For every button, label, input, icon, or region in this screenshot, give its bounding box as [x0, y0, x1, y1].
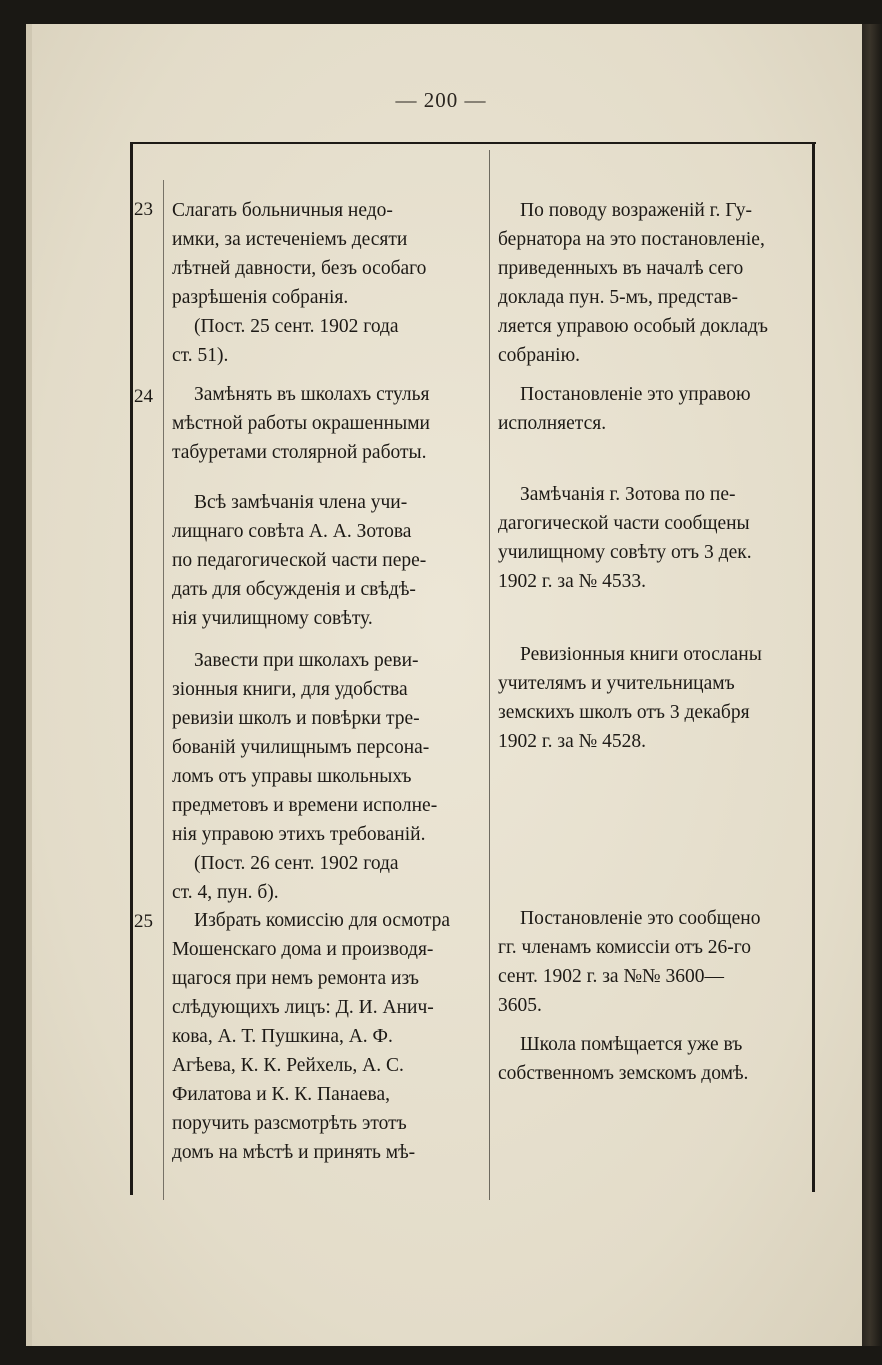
text-line: Филатова и К. К. Панаева, [172, 1084, 391, 1105]
text-line: ст. 4, пун. б). [172, 882, 279, 903]
entry-action [498, 904, 808, 1088]
text-line: Ревизіонныя книги отосланы [520, 644, 762, 665]
text-line: Слагать больничныя недо- [172, 200, 393, 221]
entry-resolution [172, 646, 484, 907]
text-line: Завести при школахъ реви- [194, 650, 419, 671]
text-line: 1902 г. за № 4528. [498, 731, 647, 752]
text-line: бернатора на это постановленіе, [498, 229, 765, 250]
entry-action [498, 480, 808, 596]
text-line: собранію. [498, 345, 581, 366]
center-column-divider [489, 150, 490, 1200]
text-line: училищному совѣту отъ 3 дек. [498, 542, 752, 563]
text-line: учителямъ и учительницамъ [498, 673, 735, 694]
text-line: Школа помѣщается уже въ [520, 1034, 743, 1055]
text-line: нія училищному совѣту. [172, 608, 373, 629]
text-line: (Пост. 26 сент. 1902 года [194, 853, 399, 874]
entry-resolution [172, 196, 484, 370]
text-line: слѣдующихъ лицъ: Д. И. Анич- [172, 997, 434, 1018]
text-line: собственномъ земскомъ домѣ. [498, 1063, 749, 1084]
text-line: кова, А. Т. Пушкина, А. Ф. [172, 1026, 393, 1047]
text-line: доклада пун. 5-мъ, представ- [498, 287, 739, 308]
entry-action [498, 196, 808, 370]
text-line: домъ на мѣстѣ и принять мѣ- [172, 1142, 416, 1163]
entry-number: 23 [134, 199, 153, 220]
text-line: лѣтней давности, безъ особаго [172, 258, 427, 279]
text-line: лищнаго совѣта А. А. Зотова [172, 521, 412, 542]
text-line: бованій училищнымъ персона- [172, 737, 430, 758]
text-line: поручить разсмотрѣть этотъ [172, 1113, 407, 1134]
text-line: Постановленіе это сообщено [520, 908, 761, 929]
text-line: Замѣчанія г. Зотова по пе- [520, 484, 736, 505]
text-line: щагося при немъ ремонта изъ [172, 968, 419, 989]
text-line: гг. членамъ комиссіи отъ 26-го [498, 937, 752, 958]
text-line: По поводу возраженій г. Гу- [520, 200, 752, 221]
page-number: — 200 — [395, 88, 487, 112]
table-right-border [812, 142, 815, 1192]
text-line: Избрать комиссію для осмотра [194, 910, 451, 931]
table-left-border [130, 142, 133, 1195]
text-line: земскихъ школъ отъ 3 декабря [498, 702, 750, 723]
entry-number: 24 [134, 386, 153, 407]
book-edge [862, 24, 882, 1346]
text-line: дать для обсужденія и свѣдѣ- [172, 579, 416, 600]
page-spine [26, 24, 32, 1346]
text-line: (Пост. 25 сент. 1902 года [194, 316, 399, 337]
text-line: Мошенскаго дома и производя- [172, 939, 434, 960]
text-line: разрѣшенія собранія. [172, 287, 349, 308]
text-line: ст. 51). [172, 345, 229, 366]
text-line: 1902 г. за № 4533. [498, 571, 647, 592]
text-line: ревизіи школъ и повѣрки тре- [172, 708, 420, 729]
entry-resolution [172, 488, 484, 633]
text-line: имки, за истеченіемъ десяти [172, 229, 408, 250]
text-line: зіонныя книги, для удобства [172, 679, 408, 700]
text-line: нія управою этихъ требованій. [172, 824, 426, 845]
text-line: Агѣева, К. К. Рейхель, А. С. [172, 1055, 404, 1076]
text-line: 3605. [498, 995, 542, 1016]
entry-number: 25 [134, 911, 153, 932]
entry-action [498, 380, 808, 438]
text-line: ломъ отъ управы школьныхъ [172, 766, 412, 787]
table-top-rule [130, 142, 816, 144]
text-line: сент. 1902 г. за №№ 3600— [498, 966, 725, 987]
entry-action [498, 640, 808, 756]
text-line: табуретами столярной работы. [172, 442, 427, 463]
text-line: Постановленіе это управою [520, 384, 751, 405]
text-line: Замѣнять въ школахъ стулья [194, 384, 430, 405]
text-line: приведенныхъ въ началѣ сего [498, 258, 744, 279]
text-line: Всѣ замѣчанія члена учи- [194, 492, 408, 513]
number-column-divider [163, 180, 164, 1200]
entry-resolution [172, 906, 484, 1167]
entry-resolution [172, 380, 484, 467]
text-line: ляется управою особый докладъ [498, 316, 768, 337]
text-line: по педагогической части пере- [172, 550, 427, 571]
text-line: исполняется. [498, 413, 607, 434]
text-line: дагогической части сообщены [498, 513, 750, 534]
text-line: мѣстной работы окрашенными [172, 413, 430, 434]
text-line: предметовъ и времени исполне- [172, 795, 438, 816]
